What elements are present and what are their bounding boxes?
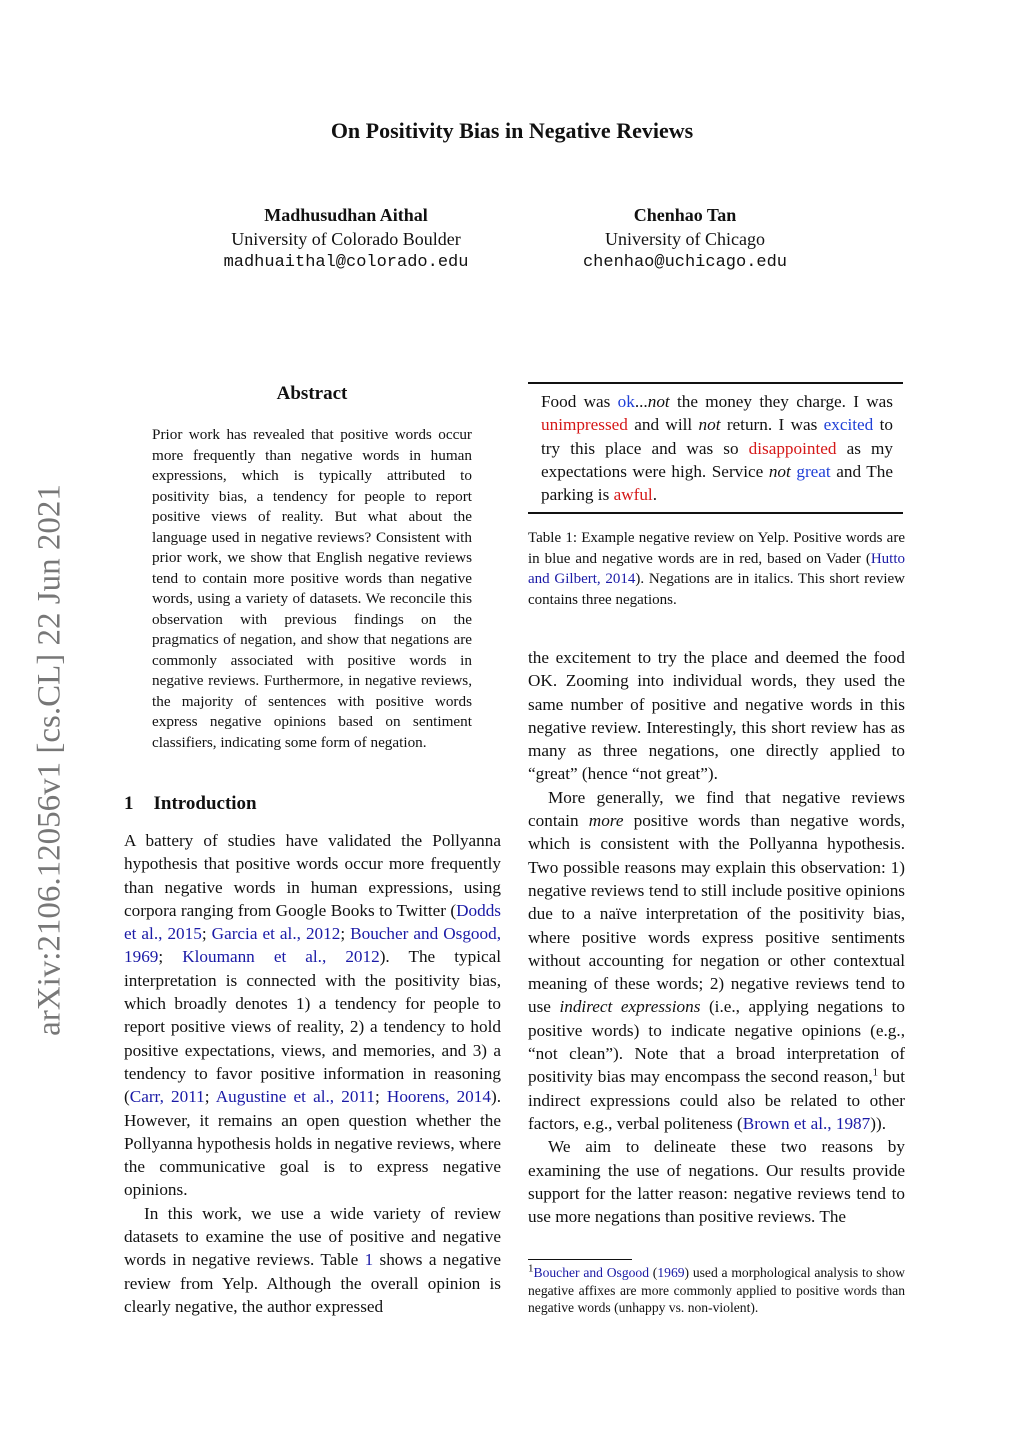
- citation-link[interactable]: Hoorens, 2014: [386, 1087, 491, 1107]
- citation-link[interactable]: Carr, 2011: [129, 1087, 205, 1107]
- footnote-divider: [528, 1259, 632, 1260]
- table-1: [528, 382, 903, 514]
- author-email[interactable]: madhuaithal@colorado.edu: [223, 253, 469, 272]
- body-paragraph: the excitement to try the place and deemed the food OK. Zooming into individual words, they used the same number of positive and negative words in this negative review. Interestingly, this short review has as many as three negations, one directly applied to “great” (hence “not great”).: [528, 648, 905, 784]
- negative-word: awful: [613, 485, 653, 505]
- positive-word: ok: [617, 392, 635, 411]
- footnote-number: 1: [528, 1262, 534, 1275]
- section-number: 1: [124, 793, 134, 814]
- section-title: Introduction: [153, 793, 257, 814]
- table-1-caption: Table 1: Example negative review on Yelp. Positive words are in blue and negative words are in red, based on Vader (Hutto and Gilbert, 2014). Negations are in italics. This short review contains three negations.: [528, 530, 905, 608]
- intro-paragraph-1: A battery of studies have validated the Pollyanna hypothesis that positive words occur more frequently than negative words in human expressions, using corpora ranging from Google Books to Twitter (Dodds et al., 2015; Garcia et al., 2012; Boucher and Osgood, 1969; Kloumann et al., 2012). The typical interpretation is connected with the positivity bias, which broadly denotes 1) a tendency for people to report positive views of reality, 2) a tendency to hold positive expectations, views, and memories, and 3) a tendency to favor positive information in reasoning (Carr, 2011; Augustine et al., 2011; Hoorens, 2014). However, it remains an open question whether the Pollyanna hypothesis holds in negative reviews, where the communicative goal is to express negative opinions.: [124, 831, 502, 1200]
- author-affiliation: University of Colorado Boulder: [231, 229, 461, 249]
- negative-word: unimpressed: [541, 415, 628, 435]
- table-reference-link[interactable]: 1: [364, 1250, 374, 1270]
- negation-word: not: [768, 461, 791, 481]
- positive-word: great: [796, 461, 831, 481]
- left-column: [124, 829, 501, 1318]
- footnote: $^1$Boucher and Osgood (1969) used a morphological analysis to show negative affixes are more commonly applied to positive words than negative words (unhappy vs. non-violent).: [528, 1262, 905, 1315]
- citation-link[interactable]: Boucher and Osgood: [533, 1265, 650, 1280]
- section-heading: [124, 793, 257, 815]
- example-review: Food was ok...not the money they charge. I was unimpressed and will not return. I was excited to try this place and was so disappointed as my expectations were high. Service not great and The parking is awful.: [541, 392, 893, 505]
- abstract-heading: Abstract: [276, 383, 348, 404]
- author-affiliation: University of Chicago: [605, 229, 765, 249]
- arxiv-stamp-text: arXiv:2106.12056v1 [cs.CL] 22 Jun 2021: [31, 484, 68, 1036]
- negation-word: not: [698, 415, 721, 435]
- author-block-2: [535, 203, 835, 275]
- citation-link[interactable]: Dodds et al., 2015: [124, 900, 501, 944]
- citation-link[interactable]: 1969: [657, 1265, 685, 1280]
- citation-link[interactable]: Kloumann et al., 2012: [182, 947, 380, 967]
- citation-link[interactable]: Hutto and Gilbert, 2014: [528, 550, 905, 587]
- negation-word: not: [647, 392, 670, 411]
- author-email[interactable]: chenhao@uchicago.edu: [582, 253, 788, 272]
- arxiv-stamp: [28, 460, 72, 1060]
- author-name: Chenhao Tan: [633, 205, 737, 225]
- body-paragraph: We aim to delineate these two reasons by examining the use of negations. Our results provide support for the latter reason: negative reviews tend to use more negations than positive reviews. The: [528, 1137, 905, 1227]
- citation-link[interactable]: Brown et al., 1987: [742, 1113, 871, 1133]
- right-column: [528, 646, 905, 1228]
- intro-paragraph-2: In this work, we use a wide variety of review datasets to examine the use of positive and negative words in negative reviews. Table 1 shows a negative review from Yelp. Although the overall opinion is clearly negative, the author expressed: [124, 1203, 501, 1316]
- body-paragraph: More generally, we find that negative reviews contain more positive words than negative words, which is consistent with the Pollyanna hypothesis. Two possible reasons may explain this observation: 1) negative reviews tend to still include positive opinions due to a naïve interpretation of the positivity bias, where positive words express positive sentiments without accounting for negation or other contextual meaning of these words; 2) negative reviews tend to use indirect expressions (i.e., applying negations to positive words) to indicate negative opinions (e.g., “not clean”). Note that a broad interpretation of positivity bias may encompass the second reason,$^1$ but indirect expressions could also be related to other factors, e.g., verbal politeness (Brown et al., 1987)).: [528, 787, 906, 1133]
- author-block-1: [196, 203, 496, 275]
- citation-link[interactable]: Boucher and Osgood, 1969: [124, 924, 502, 967]
- negative-word: disappointed: [748, 438, 837, 458]
- positive-word: excited: [823, 415, 874, 435]
- paper-title: On Positivity Bias in Negative Reviews: [330, 118, 694, 143]
- abstract-text: Prior work has revealed that positive words occur more frequently than negative words in human expressions, which is typically attributed to positivity bias, a tendency for people to report positive views of reality. But what about the language used in negative reviews? Consistent with prior work, we show that English negative reviews tend to contain more positive words than negative words, using a variety of datasets. We reconcile this observation with previous findings on the pragmatics of negation, and show that negations are commonly associated with positive words in negative reviews. Furthermore, in negative reviews, the majority of sentences with positive words express negative opinions based on sentiment classifiers, indicating some form of negation.: [152, 426, 472, 751]
- author-name: Madhusudhan Aithal: [264, 205, 428, 225]
- citation-link[interactable]: Augustine et al., 2011: [215, 1087, 375, 1107]
- footnote-marker[interactable]: 1: [872, 1066, 879, 1079]
- citation-link[interactable]: Garcia et al., 2012: [211, 924, 341, 944]
